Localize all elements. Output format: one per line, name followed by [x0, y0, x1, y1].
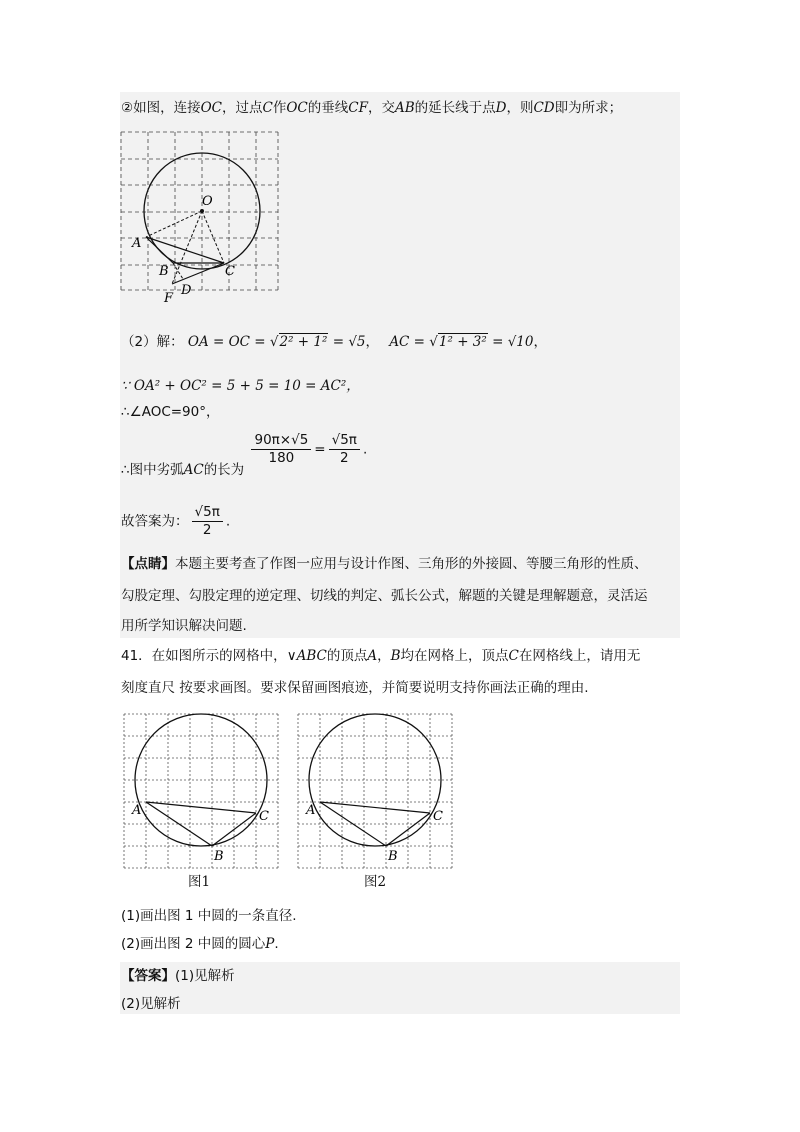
fig1-label-A: A	[132, 803, 142, 818]
fig2-label-B: B	[388, 849, 398, 864]
fig2-caption: 图2	[364, 874, 387, 890]
part2-text: (2)画出图 2 中圆的圆心P.	[121, 936, 279, 952]
frac2-num: √5π	[329, 432, 360, 450]
fig2-label-C: C	[433, 809, 443, 824]
frac1-num: 90π×√5	[251, 432, 311, 450]
because-line: ∵ OA² + OC² = 5 + 5 = 10 = AC²，	[121, 378, 360, 394]
step2-text: ②如图，连接OC，过点C作OC的垂线CF，交AB的延长线于点D，则CD即为所求；	[121, 100, 623, 116]
comment-line-3: 用所学知识解决问题.	[121, 618, 247, 634]
comment-line-1: 【点睛】本题主要考查了作图一应用与设计作图、三角形的外接圆、等腰三角形的性质、	[121, 556, 648, 572]
fig1-label-B: B	[214, 849, 224, 864]
label-C: C	[225, 264, 235, 279]
figure-1	[120, 710, 285, 875]
q41-line-1: 41．在如图所示的网格中，∨ABC的顶点A，B均在网格上，顶点C在网格线上，请用无	[121, 648, 641, 664]
fig1-label-C: C	[259, 809, 269, 824]
figure-2	[294, 710, 459, 875]
label-O: O	[202, 194, 213, 209]
comment-line-2: 勾股定理、勾股定理的逆定理、切线的判定、弧长公式，解题的关键是理解题意，灵活运	[121, 588, 648, 604]
frac2-den: 2	[339, 450, 349, 466]
angle-line: ∴∠AOC=90°，	[121, 404, 220, 420]
part1-text: (1)画出图 1 中圆的一条直径.	[121, 908, 297, 924]
label-F: F	[164, 291, 174, 306]
circle-construction-figure	[118, 128, 283, 308]
fig2-label-A: A	[306, 803, 316, 818]
solution-line-1: （2）解： OA = OC = √2² + 1² = √5， AC = √1² + 3² = √10，	[121, 334, 547, 350]
q41-line-2: 刻度直尺 按要求画图。要求保留画图痕迹，并简要说明支持你画法正确的理由.	[121, 680, 589, 696]
answer-result-line: 故答案为： $\frac{√5\pi}{2}$ .	[121, 504, 231, 538]
label-A: A	[132, 236, 142, 251]
frac1-den: 180	[268, 450, 295, 466]
label-D: D	[181, 283, 192, 298]
arc-length-line: ∴图中劣弧AC的长为 $\frac{90\pi\times√5}{180}$ = $\frac{√5\pi}{2}$ .	[121, 432, 368, 478]
answer-line-2: (2)见解析	[121, 996, 181, 1012]
label-B: B	[159, 264, 169, 279]
answer-line-1: 【答案】(1)见解析	[121, 968, 235, 984]
fig1-caption: 图1	[188, 874, 211, 890]
